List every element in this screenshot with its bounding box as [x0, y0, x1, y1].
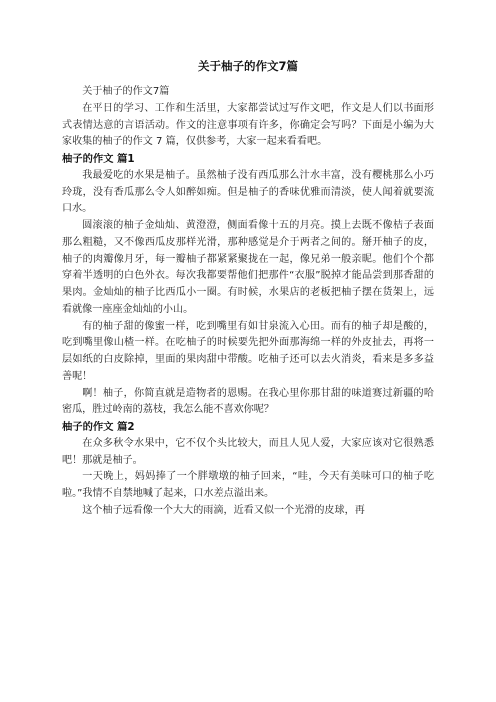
paragraph: 啊！柚子，你简直就是造物者的恩赐。在我心里你那甘甜的味道赛过新疆的哈密瓜，胜过岭南的荔枝，我怎么能不喜欢你呢？: [62, 387, 434, 416]
paragraph: 圆滚滚的柚子金灿灿、黄澄澄，侧面看像十五的月亮。摸上去既不像桔子表面那么粗糙，又不像西瓜皮那样光滑，那种感觉是介于两者之间的。掰开柚子的皮，柚子的肉瓣像月牙，每一瓣柚子都紧紧聚拢在一起，像兄弟一般亲昵。他们个个都穿着半透明的白色外衣。每次我都要帮他们把那件“衣服”脱掉才能品尝到那香甜的果肉。金灿灿的柚子比西瓜小一圈。有时候，水果店的老板把柚子摆在货架上，远看就像一座座金灿灿的小山。: [62, 220, 434, 315]
section-heading: 柚子的作文 篇1: [62, 153, 135, 165]
paragraph: 这个柚子远看像一个大大的雨滴，近看又似一个光滑的皮球，再: [82, 504, 365, 516]
document-title: 关于柚子的作文7篇: [197, 59, 298, 73]
section-heading: 柚子的作文 篇2: [62, 421, 135, 433]
paragraph: 有的柚子甜的像蜜一样，吃到嘴里有如甘泉流入心田。而有的柚子却是酸的，吃到嘴里像山楂一样。在吃柚子的时候要先把外面那海绵一样的外皮扯去，再将一层如纸的白皮除掉，里面的果肉甜中带酸。吃柚子还可以去火消炎，看来是多多益善呢！: [62, 320, 434, 382]
document-page: [62, 58, 434, 520]
paragraph: 在众多秋令水果中，它不仅个头比较大，而且人见人爱，大家应该对它很熟悉吧！那就是柚子。: [62, 437, 434, 466]
paragraph: 关于柚子的作文7篇: [82, 86, 170, 97]
paragraph: 我最爱吃的水果是柚子。虽然柚子没有西瓜那么汁水丰富，没有樱桃那么小巧玲珑，没有香瓜那么令人如醉如痴。但是柚子的香味优雅而清淡，使人闻着就要流口水。: [62, 169, 434, 215]
paragraph: 在平日的学习、工作和生活里，大家都尝试过写作文吧，作文是人们以书面形式表情达意的言语活动。作文的注意事项有许多，你确定会写吗？下面是小编为大家收集的柚子的作文 7 篇，仅供参考，大家一起来看看吧。: [62, 102, 434, 148]
paragraph: 一天晚上，妈妈捧了一个胖墩墩的柚子回来，“哇，今天有美味可口的柚子吃啦。”我情不自禁地喊了起来，口水差点溢出来。: [62, 471, 434, 499]
